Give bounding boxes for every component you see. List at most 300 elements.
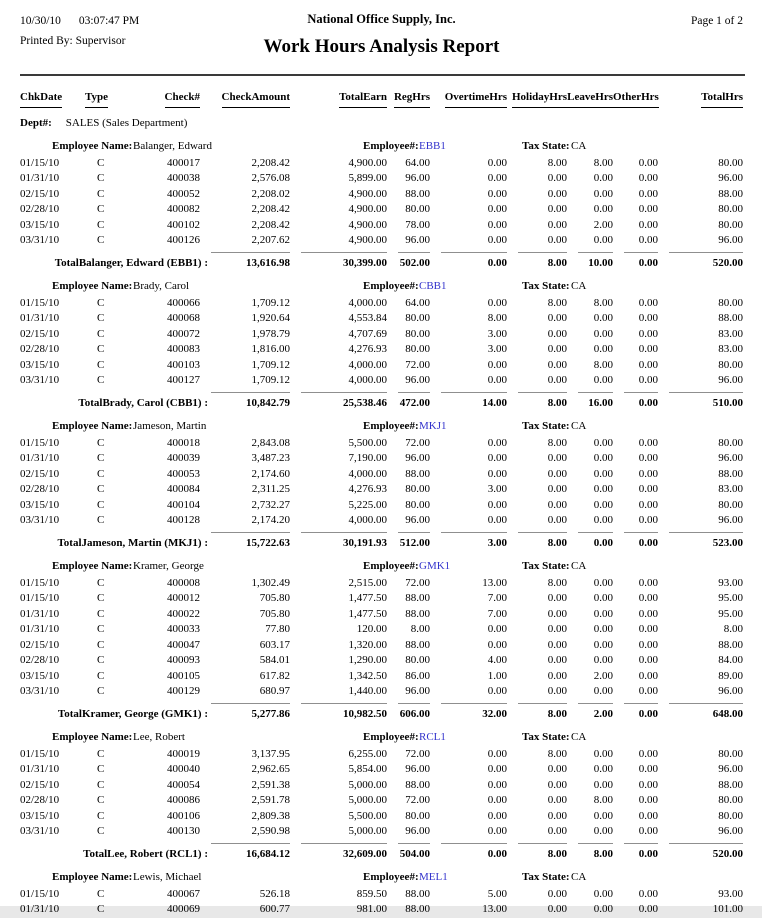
cell-overtime-hrs: 0.00 — [487, 778, 507, 791]
cell-other-hrs: 0.00 — [638, 903, 658, 915]
employee-number-link[interactable]: MEL1 — [419, 870, 448, 883]
cell-type: C — [97, 452, 105, 464]
cell-type: C — [97, 638, 105, 651]
report-body — [20, 139, 743, 918]
cell-chkdate: 01/31/10 — [20, 903, 60, 915]
cell-overtime-hrs: 0.00 — [487, 467, 507, 480]
printed-by-value: Supervisor — [75, 35, 126, 47]
total-cell-reg-hrs: 502.00 — [398, 252, 430, 270]
total-cell-leave-hrs: 0.00 — [578, 532, 613, 550]
cell-chkdate: 03/31/10 — [20, 514, 60, 526]
cell-type: C — [97, 514, 105, 526]
total-cell-reg-hrs: 606.00 — [398, 703, 430, 721]
employee-number-label: Employee#: — [363, 419, 419, 432]
tax-state-value: CA — [571, 279, 587, 292]
cell-leave-hrs: 0.00 — [593, 903, 613, 915]
table-row — [20, 762, 743, 778]
employee-name-label: Employee Name: — [52, 139, 133, 152]
employee-number-link[interactable]: RCL1 — [419, 730, 446, 743]
cell-overtime-hrs: 0.00 — [487, 218, 507, 231]
cell-other-hrs: 0.00 — [638, 623, 658, 635]
total-cell-reg-hrs: 512.00 — [398, 532, 430, 550]
cell-other-hrs: 0.00 — [638, 514, 658, 526]
cell-check-amount: 2,591.38 — [251, 778, 290, 791]
table-row — [20, 824, 743, 840]
printed-by-label: Printed By: — [20, 35, 73, 47]
cell-type: C — [97, 218, 105, 231]
cell-total-hrs: 96.00 — [718, 452, 743, 464]
cell-holiday-hrs: 0.00 — [547, 592, 567, 604]
cell-total-earn: 1,342.50 — [348, 669, 387, 682]
cell-check-amount: 2,590.98 — [251, 825, 290, 837]
cell-total-earn: 4,900.00 — [348, 203, 387, 215]
cell-holiday-hrs: 0.00 — [547, 467, 567, 480]
table-row — [20, 342, 743, 358]
cell-total-hrs: 88.00 — [718, 187, 743, 200]
cell-check-amount: 2,208.02 — [251, 187, 290, 200]
cell-check-num: 400128 — [167, 514, 200, 526]
cell-reg-hrs: 72.00 — [405, 436, 430, 449]
total-cell-leave-hrs: 8.00 — [578, 843, 613, 861]
employee-rows — [20, 156, 743, 249]
employee-number-label: Employee#: — [363, 870, 419, 883]
cell-type: C — [97, 203, 105, 215]
cell-chkdate: 03/31/10 — [20, 825, 60, 837]
employee-rows — [20, 887, 743, 918]
employee-section — [20, 419, 743, 550]
cell-reg-hrs: 96.00 — [405, 825, 430, 837]
cell-type: C — [97, 467, 105, 480]
cell-check-amount: 2,843.08 — [251, 436, 290, 449]
cell-type: C — [97, 825, 105, 837]
cell-leave-hrs: 0.00 — [593, 623, 613, 635]
column-header-total-earn: TotalEarn — [290, 90, 387, 108]
cell-overtime-hrs: 5.00 — [487, 887, 507, 900]
cell-leave-hrs: 0.00 — [593, 498, 613, 511]
total-cell-holiday-hrs: 8.00 — [518, 532, 567, 550]
cell-overtime-hrs: 0.00 — [487, 172, 507, 184]
cell-total-earn: 4,000.00 — [348, 358, 387, 371]
cell-check-num: 400047 — [167, 638, 200, 651]
cell-chkdate: 03/31/10 — [20, 374, 60, 386]
total-cell-leave-hrs: 2.00 — [578, 703, 613, 721]
cell-total-earn: 4,900.00 — [348, 156, 387, 169]
table-row — [20, 576, 743, 592]
cell-holiday-hrs: 0.00 — [547, 312, 567, 324]
cell-leave-hrs: 0.00 — [593, 747, 613, 760]
cell-overtime-hrs: 0.00 — [487, 436, 507, 449]
cell-holiday-hrs: 8.00 — [547, 747, 567, 760]
employee-number-link[interactable]: CBB1 — [419, 279, 447, 292]
cell-total-earn: 1,320.00 — [348, 638, 387, 651]
print-date: 10/30/10 — [20, 15, 61, 27]
cell-total-earn: 5,000.00 — [348, 778, 387, 791]
cell-chkdate: 01/31/10 — [20, 452, 60, 464]
cell-overtime-hrs: 0.00 — [487, 187, 507, 200]
cell-overtime-hrs: 0.00 — [487, 685, 507, 697]
cell-total-hrs: 96.00 — [718, 234, 743, 246]
cell-total-hrs: 80.00 — [718, 358, 743, 371]
table-row — [20, 436, 743, 452]
cell-total-earn: 4,276.93 — [348, 483, 387, 495]
cell-other-hrs: 0.00 — [638, 576, 658, 589]
cell-holiday-hrs: 0.00 — [547, 778, 567, 791]
tax-state-value: CA — [571, 730, 587, 743]
table-row — [20, 607, 743, 623]
table-row — [20, 498, 743, 514]
cell-other-hrs: 0.00 — [638, 203, 658, 215]
cell-other-hrs: 0.00 — [638, 669, 658, 682]
cell-check-amount: 2,208.42 — [251, 203, 290, 215]
page-number: Page 1 of 2 — [690, 15, 743, 27]
cell-total-hrs: 96.00 — [718, 374, 743, 386]
cell-holiday-hrs: 0.00 — [547, 358, 567, 371]
employee-name-value: Lewis, Michael — [133, 870, 202, 883]
tax-state-value: CA — [571, 139, 587, 152]
cell-total-earn: 4,276.93 — [348, 343, 387, 355]
employee-total-label: TotalLee, Robert (RCL1) : — [83, 847, 208, 860]
cell-check-amount: 2,174.60 — [251, 467, 290, 480]
table-row — [20, 451, 743, 467]
cell-reg-hrs: 80.00 — [405, 327, 430, 340]
cell-type: C — [97, 669, 105, 682]
cell-total-hrs: 96.00 — [718, 685, 743, 697]
cell-chkdate: 02/15/10 — [20, 778, 60, 791]
cell-check-num: 400067 — [167, 887, 200, 900]
cell-total-earn: 1,477.50 — [348, 592, 387, 604]
employee-header-line — [20, 139, 743, 156]
cell-total-hrs: 83.00 — [718, 343, 743, 355]
cell-total-hrs: 84.00 — [718, 654, 743, 666]
cell-check-amount: 77.80 — [265, 623, 290, 635]
employee-number-link[interactable]: EBB1 — [419, 139, 446, 152]
company-name: National Office Supply, Inc. — [307, 12, 456, 26]
cell-total-hrs: 80.00 — [718, 809, 743, 822]
cell-overtime-hrs: 3.00 — [487, 483, 507, 495]
table-row — [20, 171, 743, 187]
cell-check-num: 400130 — [167, 825, 200, 837]
cell-total-earn: 981.00 — [356, 903, 387, 915]
table-row — [20, 809, 743, 825]
cell-total-earn: 4,000.00 — [348, 514, 387, 526]
cell-type: C — [97, 312, 105, 324]
cell-other-hrs: 0.00 — [638, 467, 658, 480]
cell-overtime-hrs: 3.00 — [487, 343, 507, 355]
employee-number-link[interactable]: GMK1 — [419, 559, 451, 572]
cell-overtime-hrs: 0.00 — [487, 809, 507, 822]
employee-name-value: Lee, Robert — [133, 730, 185, 743]
cell-total-hrs: 80.00 — [718, 747, 743, 760]
cell-holiday-hrs: 0.00 — [547, 669, 567, 682]
cell-reg-hrs: 80.00 — [405, 654, 430, 666]
employee-name-label: Employee Name: — [52, 419, 133, 432]
cell-leave-hrs: 0.00 — [593, 312, 613, 324]
cell-other-hrs: 0.00 — [638, 452, 658, 464]
cell-check-amount: 2,208.42 — [251, 156, 290, 169]
cell-reg-hrs: 80.00 — [405, 203, 430, 215]
cell-check-num: 400127 — [167, 374, 200, 386]
cell-total-earn: 1,440.00 — [348, 685, 387, 697]
table-row — [20, 296, 743, 312]
cell-type: C — [97, 374, 105, 386]
employee-total-row — [20, 392, 743, 410]
cell-total-earn: 4,000.00 — [348, 296, 387, 309]
cell-chkdate: 01/15/10 — [20, 747, 60, 760]
cell-reg-hrs: 96.00 — [405, 514, 430, 526]
cell-total-earn: 5,854.00 — [348, 763, 387, 775]
cell-type: C — [97, 343, 105, 355]
cell-holiday-hrs: 0.00 — [547, 654, 567, 666]
dept-value: SALES (Sales Department) — [65, 116, 188, 129]
total-cell-check-amount: 15,722.63 — [211, 532, 290, 550]
cell-leave-hrs: 0.00 — [593, 467, 613, 480]
total-cell-reg-hrs: 504.00 — [398, 843, 430, 861]
cell-total-earn: 5,000.00 — [348, 825, 387, 837]
cell-check-amount: 1,709.12 — [251, 374, 290, 386]
cell-check-amount: 1,302.49 — [251, 576, 290, 589]
employee-name-label: Employee Name: — [52, 870, 133, 883]
employee-number-label: Employee#: — [363, 279, 419, 292]
total-cell-other-hrs: 0.00 — [624, 392, 658, 410]
cell-total-hrs: 89.00 — [718, 669, 743, 682]
cell-other-hrs: 0.00 — [638, 825, 658, 837]
cell-check-num: 400039 — [167, 452, 200, 464]
total-cell-other-hrs: 0.00 — [624, 843, 658, 861]
cell-other-hrs: 0.00 — [638, 747, 658, 760]
employee-rows — [20, 296, 743, 389]
table-row — [20, 622, 743, 638]
total-cell-total-hrs: 648.00 — [669, 703, 743, 721]
employee-total-label: TotalBrady, Carol (CBB1) : — [78, 396, 208, 409]
cell-other-hrs: 0.00 — [638, 654, 658, 666]
total-cell-total-hrs: 520.00 — [669, 843, 743, 861]
cell-overtime-hrs: 0.00 — [487, 498, 507, 511]
column-header-reg-hrs: RegHrs — [387, 90, 430, 108]
cell-leave-hrs: 2.00 — [593, 218, 613, 231]
cell-total-hrs: 95.00 — [718, 592, 743, 604]
cell-other-hrs: 0.00 — [638, 312, 658, 324]
column-header-other-hrs: OtherHrs — [613, 90, 658, 108]
table-row — [20, 591, 743, 607]
total-cell-overtime-hrs: 0.00 — [441, 843, 507, 861]
table-row — [20, 778, 743, 794]
employee-total-row — [20, 252, 743, 270]
total-cell-leave-hrs: 16.00 — [578, 392, 613, 410]
cell-holiday-hrs: 0.00 — [547, 763, 567, 775]
cell-check-amount: 705.80 — [259, 607, 290, 620]
total-cell-total-earn: 10,982.50 — [301, 703, 387, 721]
cell-check-amount: 2,732.27 — [251, 498, 290, 511]
cell-type: C — [97, 794, 105, 806]
cell-chkdate: 02/15/10 — [20, 638, 60, 651]
table-row — [20, 902, 743, 918]
total-cell-check-amount: 5,277.86 — [211, 703, 290, 721]
total-cell-check-amount: 16,684.12 — [211, 843, 290, 861]
table-row — [20, 887, 743, 903]
total-cell-overtime-hrs: 32.00 — [441, 703, 507, 721]
total-cell-holiday-hrs: 8.00 — [518, 703, 567, 721]
employee-number-label: Employee#: — [363, 139, 419, 152]
cell-overtime-hrs: 0.00 — [487, 638, 507, 651]
cell-check-amount: 3,137.95 — [251, 747, 290, 760]
cell-other-hrs: 0.00 — [638, 436, 658, 449]
cell-leave-hrs: 0.00 — [593, 638, 613, 651]
table-row — [20, 202, 743, 218]
cell-total-hrs: 80.00 — [718, 436, 743, 449]
table-row — [20, 327, 743, 343]
header-center — [20, 12, 743, 60]
cell-check-amount: 2,576.08 — [251, 172, 290, 184]
cell-leave-hrs: 8.00 — [593, 156, 613, 169]
total-cell-other-hrs: 0.00 — [624, 532, 658, 550]
cell-total-earn: 4,553.84 — [348, 312, 387, 324]
cell-check-num: 400104 — [167, 498, 200, 511]
cell-reg-hrs: 72.00 — [405, 358, 430, 371]
total-cell-total-hrs: 523.00 — [669, 532, 743, 550]
cell-total-hrs: 88.00 — [718, 312, 743, 324]
cell-reg-hrs: 88.00 — [405, 903, 430, 915]
cell-chkdate: 01/31/10 — [20, 312, 60, 324]
cell-leave-hrs: 0.00 — [593, 607, 613, 620]
cell-overtime-hrs: 7.00 — [487, 592, 507, 604]
employee-name-value: Jameson, Martin — [133, 419, 207, 432]
cell-holiday-hrs: 0.00 — [547, 903, 567, 915]
cell-check-amount: 2,174.20 — [251, 514, 290, 526]
total-cell-holiday-hrs: 8.00 — [518, 252, 567, 270]
cell-holiday-hrs: 0.00 — [547, 825, 567, 837]
cell-type: C — [97, 296, 105, 309]
cell-chkdate: 01/31/10 — [20, 623, 60, 635]
cell-type: C — [97, 172, 105, 184]
cell-check-num: 400129 — [167, 685, 200, 697]
cell-holiday-hrs: 0.00 — [547, 172, 567, 184]
cell-check-amount: 2,207.62 — [251, 234, 290, 246]
cell-chkdate: 01/15/10 — [20, 887, 60, 900]
cell-type: C — [97, 685, 105, 697]
cell-holiday-hrs: 0.00 — [547, 623, 567, 635]
cell-total-earn: 4,000.00 — [348, 467, 387, 480]
cell-check-num: 400038 — [167, 172, 200, 184]
cell-holiday-hrs: 8.00 — [547, 436, 567, 449]
cell-check-num: 400052 — [167, 187, 200, 200]
cell-reg-hrs: 88.00 — [405, 187, 430, 200]
cell-type: C — [97, 156, 105, 169]
cell-total-earn: 5,500.00 — [348, 436, 387, 449]
column-header-type: Type — [85, 90, 125, 108]
employee-number-link[interactable]: MKJ1 — [419, 419, 447, 432]
cell-reg-hrs: 96.00 — [405, 685, 430, 697]
cell-leave-hrs: 0.00 — [593, 374, 613, 386]
cell-overtime-hrs: 0.00 — [487, 296, 507, 309]
employee-header-line — [20, 870, 743, 887]
table-row — [20, 513, 743, 529]
cell-total-hrs: 80.00 — [718, 156, 743, 169]
cell-overtime-hrs: 0.00 — [487, 358, 507, 371]
cell-holiday-hrs: 0.00 — [547, 374, 567, 386]
header-rule — [20, 74, 745, 76]
cell-overtime-hrs: 13.00 — [482, 903, 507, 915]
employee-header-line — [20, 730, 743, 747]
cell-other-hrs: 0.00 — [638, 156, 658, 169]
cell-leave-hrs: 0.00 — [593, 576, 613, 589]
cell-overtime-hrs: 0.00 — [487, 514, 507, 526]
cell-chkdate: 02/28/10 — [20, 654, 60, 666]
cell-leave-hrs: 0.00 — [593, 327, 613, 340]
cell-leave-hrs: 8.00 — [593, 794, 613, 806]
cell-total-earn: 5,225.00 — [348, 498, 387, 511]
employee-name-label: Employee Name: — [52, 279, 133, 292]
cell-total-hrs: 96.00 — [718, 825, 743, 837]
cell-check-amount: 1,978.79 — [251, 327, 290, 340]
cell-leave-hrs: 8.00 — [593, 358, 613, 371]
cell-type: C — [97, 358, 105, 371]
cell-type: C — [97, 498, 105, 511]
cell-check-amount: 2,311.25 — [251, 483, 290, 495]
cell-leave-hrs: 0.00 — [593, 187, 613, 200]
cell-overtime-hrs: 0.00 — [487, 794, 507, 806]
cell-overtime-hrs: 3.00 — [487, 327, 507, 340]
cell-overtime-hrs: 4.00 — [487, 654, 507, 666]
cell-chkdate: 01/15/10 — [20, 592, 60, 604]
column-header-holiday-hrs: HolidayHrs — [507, 90, 567, 108]
cell-total-earn: 5,000.00 — [348, 794, 387, 806]
cell-leave-hrs: 0.00 — [593, 685, 613, 697]
tax-state-label: Tax State: — [522, 279, 570, 292]
cell-leave-hrs: 2.00 — [593, 669, 613, 682]
cell-check-num: 400086 — [167, 794, 200, 806]
cell-chkdate: 01/15/10 — [20, 576, 60, 589]
column-header-overtime-hrs: OvertimeHrs — [430, 90, 507, 108]
cell-total-hrs: 88.00 — [718, 638, 743, 651]
total-cell-overtime-hrs: 0.00 — [441, 252, 507, 270]
cell-other-hrs: 0.00 — [638, 343, 658, 355]
total-cell-other-hrs: 0.00 — [624, 703, 658, 721]
cell-type: C — [97, 592, 105, 604]
cell-other-hrs: 0.00 — [638, 234, 658, 246]
employee-total-row — [20, 703, 743, 721]
total-cell-holiday-hrs: 8.00 — [518, 392, 567, 410]
table-row — [20, 373, 743, 389]
tax-state-value: CA — [571, 559, 587, 572]
total-cell-total-hrs: 510.00 — [669, 392, 743, 410]
cell-check-amount: 2,208.42 — [251, 218, 290, 231]
cell-reg-hrs: 86.00 — [405, 669, 430, 682]
cell-leave-hrs: 0.00 — [593, 654, 613, 666]
cell-holiday-hrs: 0.00 — [547, 887, 567, 900]
employee-total-row — [20, 843, 743, 861]
cell-leave-hrs: 0.00 — [593, 592, 613, 604]
cell-overtime-hrs: 0.00 — [487, 234, 507, 246]
employee-section — [20, 730, 743, 861]
cell-check-num: 400083 — [167, 343, 200, 355]
tax-state-value: CA — [571, 870, 587, 883]
cell-reg-hrs: 80.00 — [405, 312, 430, 324]
cell-overtime-hrs: 13.00 — [482, 576, 507, 589]
cell-reg-hrs: 72.00 — [405, 747, 430, 760]
total-cell-holiday-hrs: 8.00 — [518, 843, 567, 861]
total-cell-total-earn: 30,191.93 — [301, 532, 387, 550]
cell-chkdate: 03/15/10 — [20, 358, 60, 371]
cell-leave-hrs: 0.00 — [593, 825, 613, 837]
table-row — [20, 747, 743, 763]
employee-name-value: Brady, Carol — [133, 279, 190, 292]
cell-type: C — [97, 483, 105, 495]
cell-chkdate: 02/28/10 — [20, 343, 60, 355]
cell-other-hrs: 0.00 — [638, 374, 658, 386]
cell-total-earn: 5,500.00 — [348, 809, 387, 822]
cell-chkdate: 02/28/10 — [20, 483, 60, 495]
cell-total-hrs: 101.00 — [712, 903, 743, 915]
